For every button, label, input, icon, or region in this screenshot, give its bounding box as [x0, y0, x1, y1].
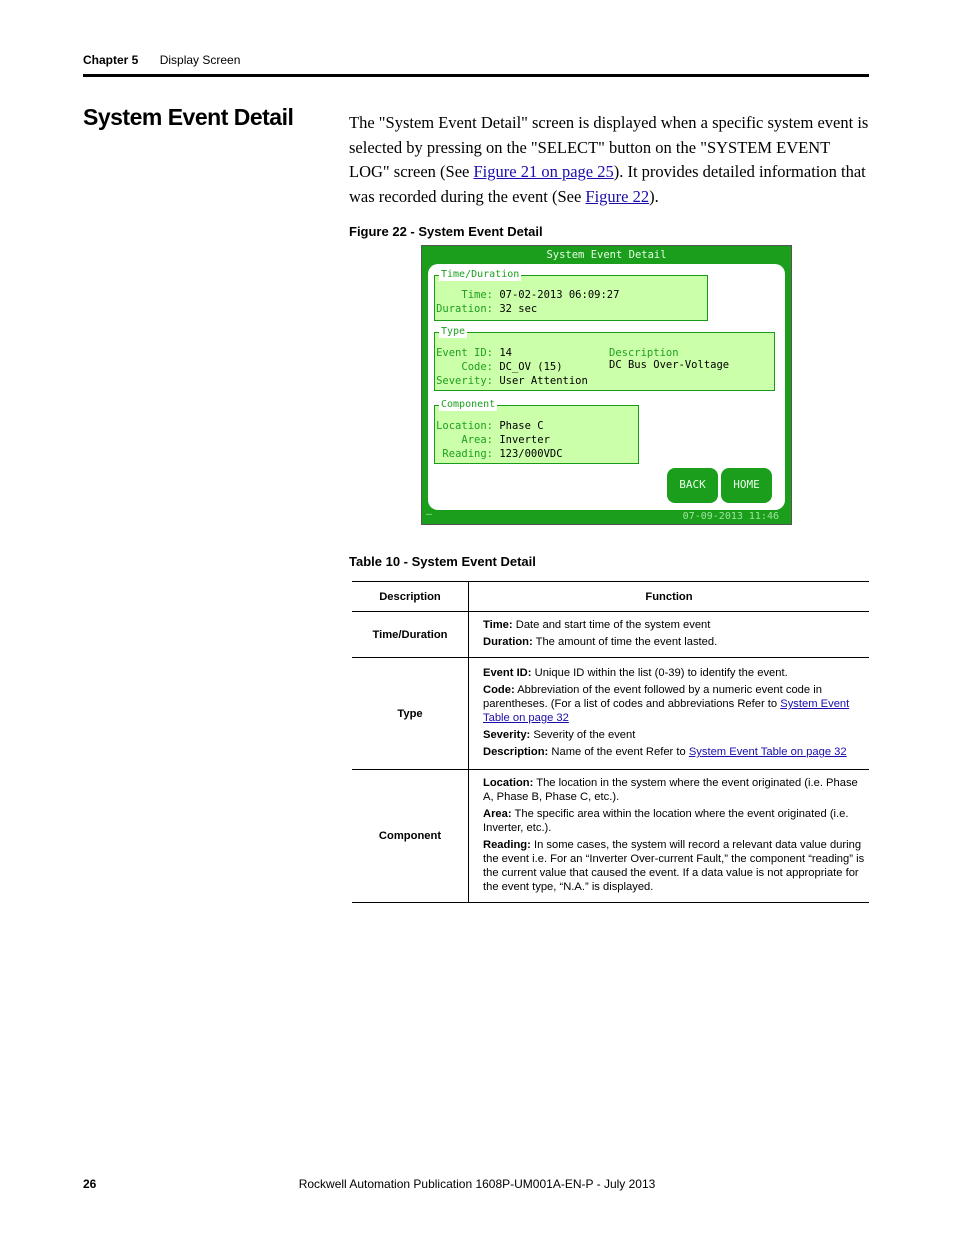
table-row	[352, 658, 869, 770]
term: Severity:	[483, 729, 531, 741]
duration-row	[435, 303, 537, 315]
location-row	[435, 420, 544, 432]
intro-text-1: The "System Event Detail" screen is displayed when a specific system event is selected by pressing on the "SELECT" button on the "SYSTEM EVENT LOG" screen (See	[349, 113, 869, 182]
term: Location:	[483, 777, 534, 789]
header-rule	[83, 74, 869, 77]
term: Time:	[483, 619, 513, 631]
code-value: DC_OV (15)	[499, 361, 563, 373]
publication-footer: Rockwell Automation Publication 1608P-UM001A-EN-P - July 2013	[298, 1177, 656, 1191]
term-text: Unique ID within the list (0-39) to identify the event.	[531, 667, 788, 679]
event-id-value: 14	[499, 347, 512, 359]
severity-row	[435, 375, 588, 387]
code-row	[435, 361, 563, 373]
time-row	[435, 289, 619, 301]
location-label: Location:	[436, 420, 493, 432]
table-caption: Table 10 - System Event Detail	[349, 554, 536, 569]
intro-text-3: ).	[649, 186, 659, 206]
page-number: 26	[83, 1177, 97, 1191]
description-value: DC Bus Over-Voltage	[609, 359, 730, 371]
term-text: Severity of the event	[530, 729, 636, 741]
system-event-table-link[interactable]: System Event Table on page 32	[483, 698, 850, 724]
severity-value: User Attention	[499, 375, 588, 387]
area-label: Area:	[461, 434, 493, 446]
description-value-row	[609, 359, 729, 371]
term: Reading:	[483, 839, 531, 851]
time-duration-group	[434, 269, 708, 321]
term-text: Name of the event Refer to	[548, 746, 689, 758]
event-id-row	[435, 347, 512, 359]
description-label: Description	[609, 347, 679, 359]
term-text: In some cases, the system will record a relevant data value during the event i.e. For an “Inverter Over-current Fault,” the component “reading” is the current value that caused the event. If a data value is not appropriate for the event type, “N.A.” is displayed.	[483, 839, 865, 893]
row-description: Time/Duration	[352, 612, 469, 658]
hmi-title: System Event Detail	[546, 249, 667, 261]
row-function	[469, 612, 870, 658]
severity-label: Severity:	[436, 375, 493, 387]
term: Description:	[483, 746, 549, 758]
component-group	[434, 399, 639, 464]
term-text: Abbreviation of the event followed by a numeric event code in parentheses. (For a list of codes and abbreviations Refer to	[483, 684, 822, 710]
intro-text-2: ). It provides detailed information that was recorded during the event (See	[349, 162, 866, 206]
intro-paragraph	[349, 111, 874, 209]
row-function	[469, 770, 870, 903]
location-value: Phase C	[499, 420, 544, 432]
status-bar-left: –	[426, 509, 433, 520]
status-datetime: 07-09-2013 11:46	[682, 511, 779, 522]
row-description: Component	[352, 770, 469, 903]
system-event-detail-table	[352, 581, 869, 903]
duration-label: Duration:	[436, 303, 493, 315]
home-button[interactable]: HOME	[721, 468, 772, 503]
section-label: Display Screen	[159, 53, 241, 67]
reading-value: 123/000VDC	[499, 448, 563, 460]
time-label: Time:	[461, 289, 493, 301]
component-group-label: Component	[441, 399, 496, 410]
system-event-table-link[interactable]: System Event Table on page 32	[688, 746, 847, 758]
term-text: The specific area within the location where the event originated (i.e. Inverter, etc.).	[483, 808, 849, 834]
event-id-label: Event ID:	[436, 347, 493, 359]
type-group-label: Type	[441, 326, 466, 337]
description-label-row	[609, 347, 679, 359]
table-header-row	[352, 582, 869, 612]
table-row	[352, 770, 869, 903]
term-text: The amount of time the event lasted.	[532, 636, 718, 648]
section-title: System Event Detail	[83, 104, 294, 130]
time-value: 07-02-2013 06:09:27	[499, 289, 620, 301]
term: Duration:	[483, 636, 533, 648]
area-value: Inverter	[499, 434, 550, 446]
reading-row	[435, 448, 563, 460]
type-group	[434, 326, 775, 391]
header-function: Function	[469, 582, 870, 612]
reading-label: Reading:	[442, 448, 493, 460]
header-description: Description	[352, 582, 469, 612]
term: Area:	[483, 808, 512, 820]
running-header	[83, 53, 240, 67]
term-text: Date and start time of the system event	[512, 619, 711, 631]
term: Code:	[483, 684, 515, 696]
chapter-label: Chapter 5	[83, 53, 139, 67]
time-duration-group-label: Time/Duration	[441, 269, 520, 280]
figure-21-link[interactable]: Figure 21 on page 25	[473, 162, 614, 182]
term: Event ID:	[483, 667, 532, 679]
hmi-panel	[428, 264, 785, 510]
area-row	[435, 434, 550, 446]
table-row	[352, 612, 869, 658]
figure-caption: Figure 22 - System Event Detail	[349, 224, 543, 239]
row-function	[469, 658, 870, 770]
hmi-screenshot	[421, 245, 792, 525]
row-description: Type	[352, 658, 469, 770]
code-label: Code:	[461, 361, 493, 373]
back-button[interactable]: BACK	[667, 468, 718, 503]
term-text: The location in the system where the event originated (i.e. Phase A, Phase B, Phase C, etc.).	[483, 777, 858, 803]
duration-value: 32 sec	[499, 303, 538, 315]
figure-22-link[interactable]: Figure 22	[585, 186, 650, 206]
